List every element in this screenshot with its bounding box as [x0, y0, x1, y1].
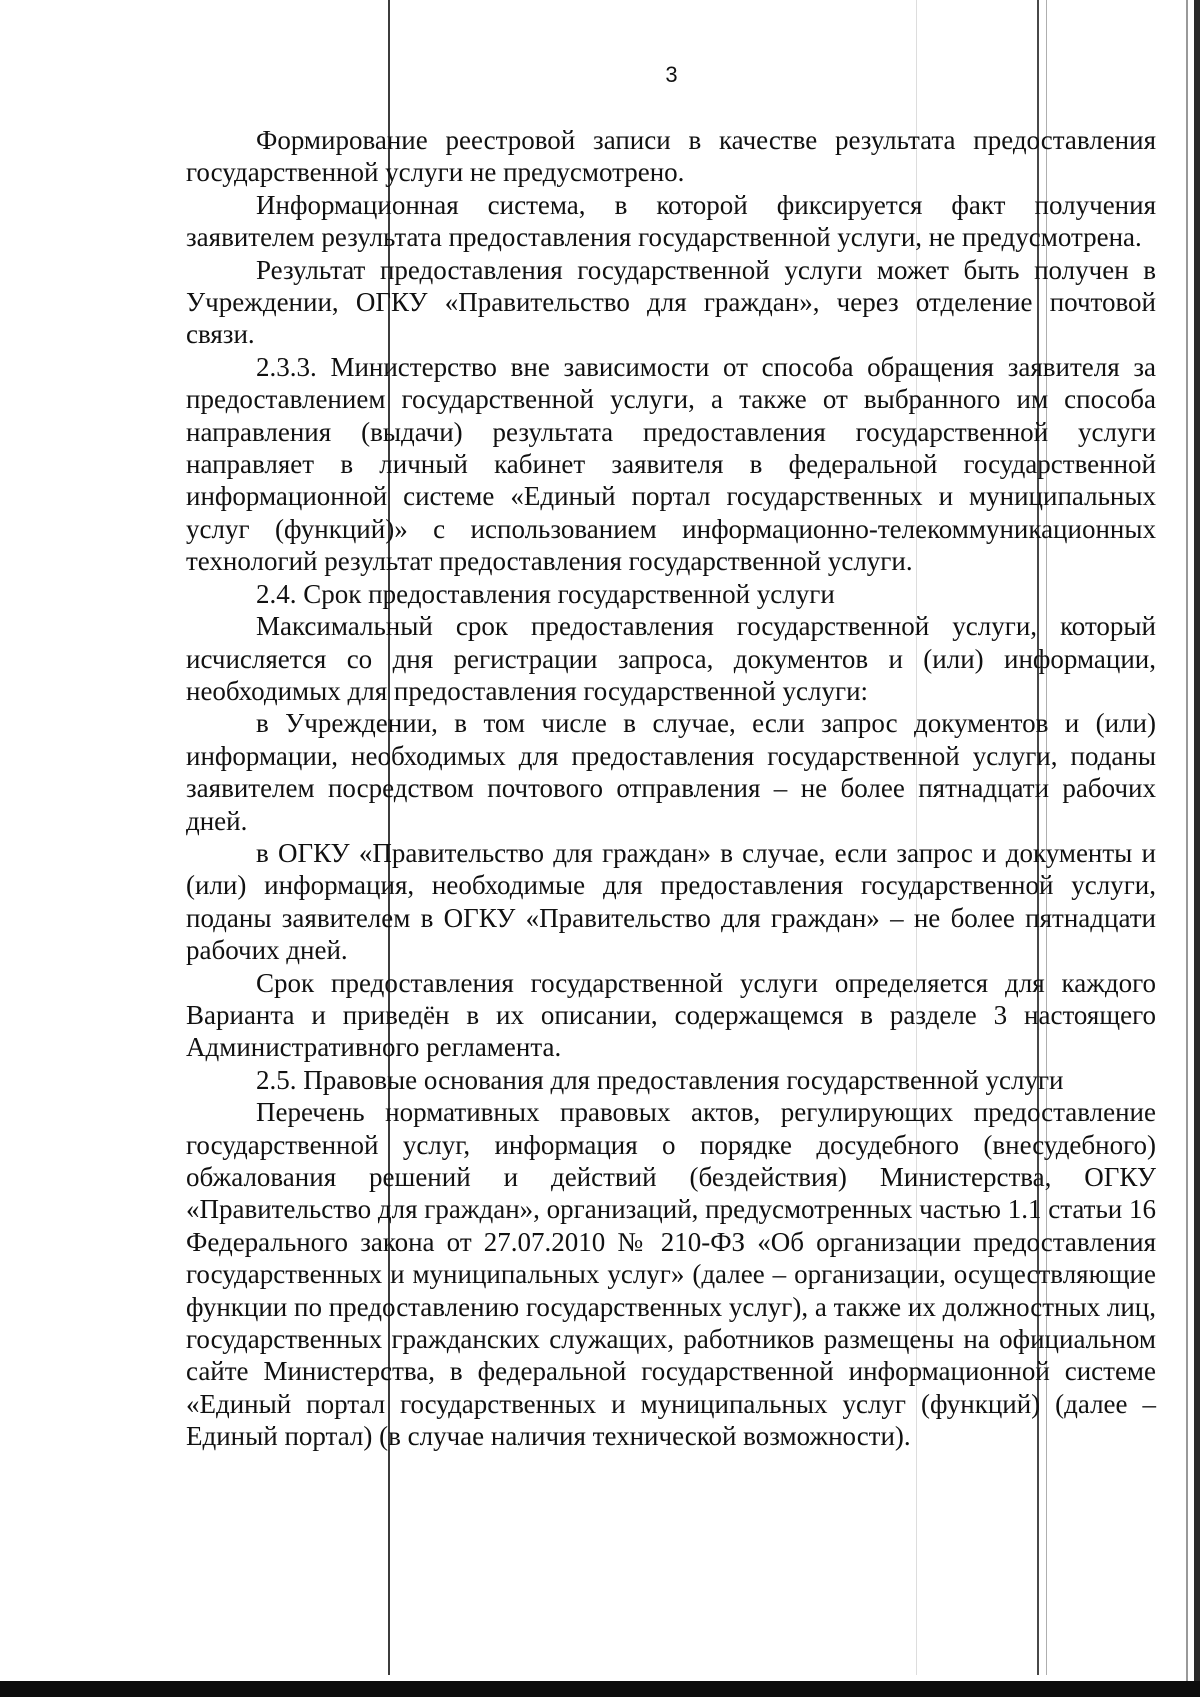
paragraph: Информационная система, в которой фиксируется факт получения заявителем результата предоставления государственной услуги, не предусмотрена.	[186, 189, 1156, 253]
scan-edge	[1194, 0, 1200, 1681]
page-number: 3	[665, 62, 678, 87]
paragraph: Срок предоставления государственной услуги определяется для каждого Варианта и приведён в их описании, содержащемся в разделе 3 настоящего Административного регламента.	[186, 967, 1156, 1063]
paragraph: в Учреждении, в том числе в случае, если запрос документов и (или) информации, необходимых для предоставления государственной услуги, поданы заявителем посредством почтового отправления – не более пятнадцати рабочих дней.	[186, 708, 1156, 836]
paragraph: 2.3.3. Министерство вне зависимости от способа обращения заявителя за предоставлением государственной услуги, а также от выбранного им способа направления (выдачи) результата предоставления государственной услуги направляет в личный кабинет заявителя в федеральной государственной информационной системе «Единый портал государственных и муниципальных услуг (функций)» с использованием информационно-телекоммуникационных технологий результат предоставления государственной услуги.	[186, 351, 1156, 577]
paragraph: Формирование реестровой записи в качестве результата предоставления государственной услуги не предусмотрено.	[186, 125, 1156, 188]
paragraph: Результат предоставления государственной услуги может быть получен в Учреждении, ОГКУ «Правительство для граждан», через отделение почтовой связи.	[186, 254, 1156, 350]
section-heading: 2.5. Правовые основания для предоставления государственной услуги	[256, 1064, 1064, 1095]
scan-edge-shadow	[1186, 0, 1188, 1681]
scan-bottom-edge	[0, 1681, 1200, 1697]
paragraph: Перечень нормативных правовых актов, регулирующих предоставление государственной услуг, информация о порядке досудебного (внесудебного) обжалования решений и действий (бездействия) Министерства, ОГКУ «Правительство для граждан», организаций, предусмотренных частью 1.1 статьи 16 Федерального закона от 27.07.2010 № 210-ФЗ «Об организации предоставления государственных и муниципальных услуг» (далее – организации, осуществляющие функции по предоставлению государственных услуг), а также их должностных лиц, государственных гражданских служащих, работников размещены на официальном сайте Министерства, в федеральной государственной информационной системе «Единый портал государственных и муниципальных услуг (функций) (далее – Единый портал) (в случае наличия технической возможности).	[186, 1097, 1156, 1452]
section-heading: 2.4. Срок предоставления государственной услуги	[256, 578, 835, 609]
paragraph: в ОГКУ «Правительство для граждан» в случае, если запрос и документы и (или) информация, необходимые для предоставления государственной услуги, поданы заявителем в ОГКУ «Правительство для граждан» – не более пятнадцати рабочих дней.	[186, 837, 1156, 966]
paragraph: Максимальный срок предоставления государственной услуги, который исчисляется со дня регистрации запроса, документов и (или) информации, необходимых для предоставления государственной услуги:	[186, 611, 1156, 706]
document-body	[186, 124, 1156, 1453]
